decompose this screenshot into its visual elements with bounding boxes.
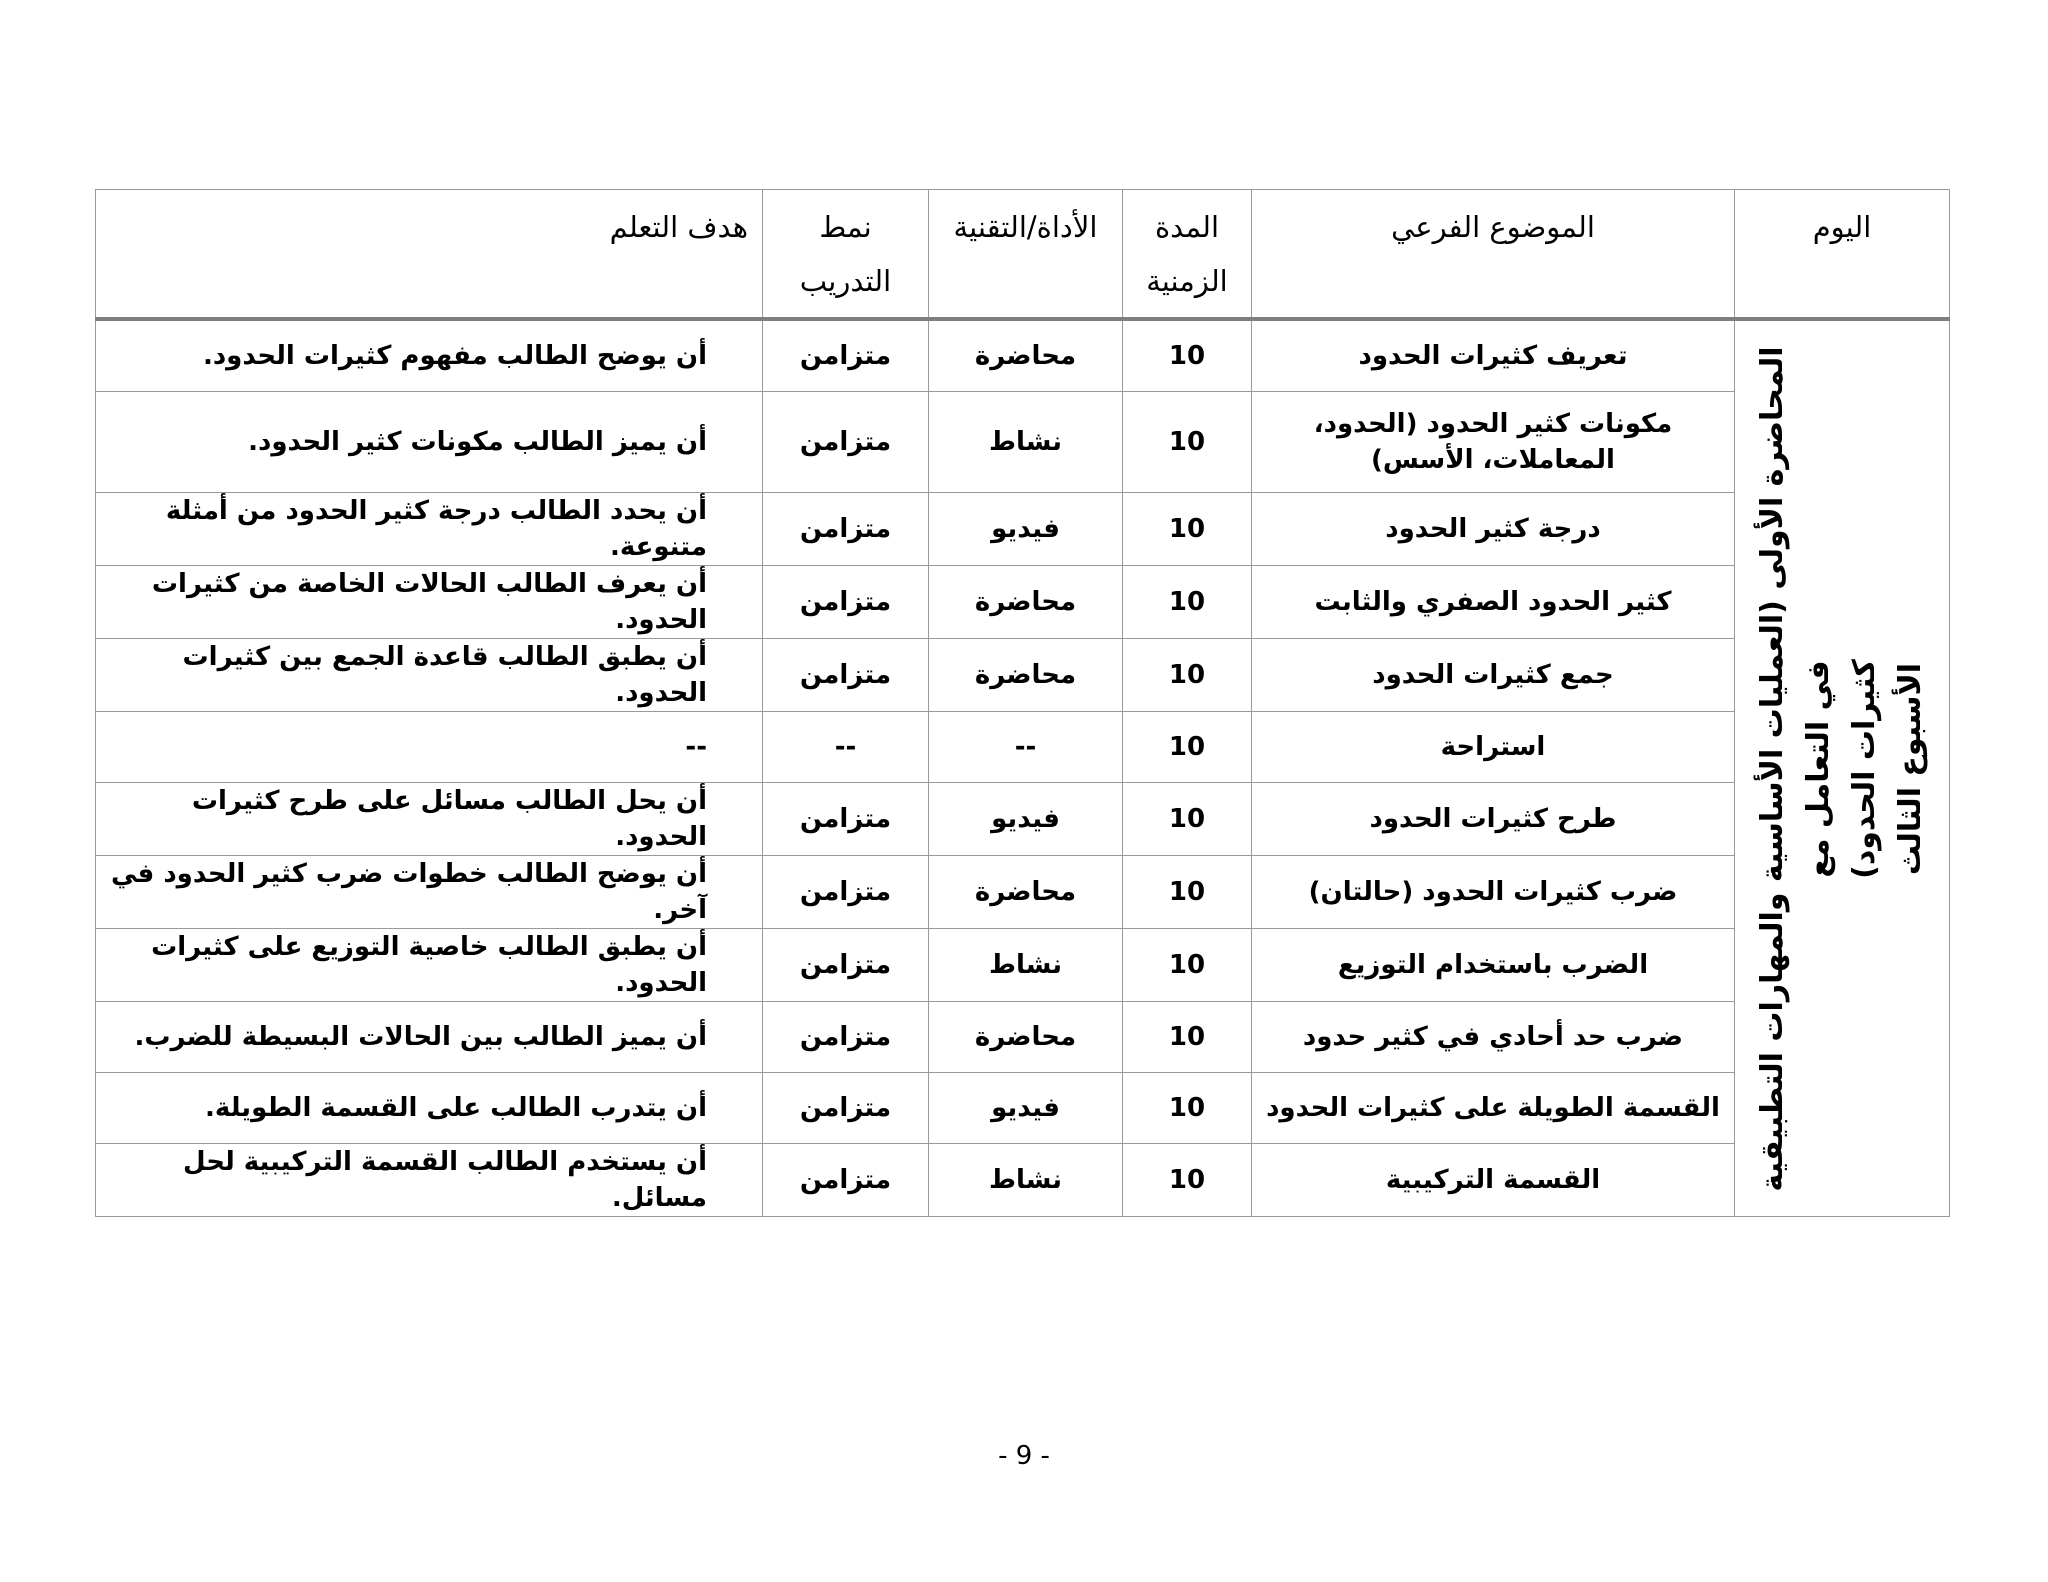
duration-cell: 10 bbox=[1123, 566, 1252, 639]
tool-cell: فيديو bbox=[929, 493, 1123, 566]
duration-cell: 10 bbox=[1123, 1144, 1252, 1217]
header-goal: هدف التعلم bbox=[96, 190, 763, 320]
table-row bbox=[96, 566, 1950, 639]
topic-cell: القسمة التركيبية bbox=[1252, 1144, 1735, 1217]
duration-cell: 10 bbox=[1123, 493, 1252, 566]
table-row bbox=[96, 1002, 1950, 1073]
goal-cell: أن يحل الطالب مسائل على طرح كثيرات الحدود. bbox=[96, 783, 763, 856]
header-mode bbox=[763, 190, 929, 320]
table-row bbox=[96, 639, 1950, 712]
mode-cell: متزامن bbox=[763, 639, 929, 712]
topic-cell: استراحة bbox=[1252, 712, 1735, 783]
tool-cell: محاضرة bbox=[929, 856, 1123, 929]
mode-cell: متزامن bbox=[763, 1073, 929, 1144]
topic-cell: ضرب كثيرات الحدود (حالتان) bbox=[1252, 856, 1735, 929]
mode-cell: متزامن bbox=[763, 392, 929, 493]
goal-cell: أن يستخدم الطالب القسمة التركيبية لحل مسائل. bbox=[96, 1144, 763, 1217]
duration-cell: 10 bbox=[1123, 929, 1252, 1002]
goal-cell: أن يوضح الطالب مفهوم كثيرات الحدود. bbox=[96, 319, 763, 392]
table-row bbox=[96, 856, 1950, 929]
table-row bbox=[96, 1073, 1950, 1144]
duration-cell: 10 bbox=[1123, 1002, 1252, 1073]
topic-cell: القسمة الطويلة على كثيرات الحدود bbox=[1252, 1073, 1735, 1144]
topic-cell: طرح كثيرات الحدود bbox=[1252, 783, 1735, 856]
header-duration-line1: المدة bbox=[1154, 210, 1220, 244]
mode-cell: متزامن bbox=[763, 1002, 929, 1073]
topic-cell: الضرب باستخدام التوزيع bbox=[1252, 929, 1735, 1002]
mode-cell: متزامن bbox=[763, 856, 929, 929]
mode-cell: متزامن bbox=[763, 566, 929, 639]
tool-cell: محاضرة bbox=[929, 566, 1123, 639]
topic-cell: مكونات كثير الحدود (الحدود، المعاملات، الأسس) bbox=[1252, 392, 1735, 493]
page-number: - 9 - bbox=[998, 1441, 1050, 1471]
tool-cell: فيديو bbox=[929, 1073, 1123, 1144]
goal-cell: أن يطبق الطالب قاعدة الجمع بين كثيرات الحدود. bbox=[96, 639, 763, 712]
duration-cell: 10 bbox=[1123, 392, 1252, 493]
header-duration-line2: الزمنية bbox=[1146, 264, 1228, 298]
duration-cell: 10 bbox=[1123, 783, 1252, 856]
day-label-line3: الأسبوع الثالث bbox=[1893, 662, 1928, 875]
mode-cell: متزامن bbox=[763, 783, 929, 856]
goal-cell: أن يعرف الطالب الحالات الخاصة من كثيرات الحدود. bbox=[96, 566, 763, 639]
table-row bbox=[96, 929, 1950, 1002]
mode-cell: متزامن bbox=[763, 493, 929, 566]
header-row bbox=[96, 190, 1950, 320]
schedule-table-wrap bbox=[95, 189, 1949, 1217]
tool-cell: محاضرة bbox=[929, 1002, 1123, 1073]
day-label bbox=[1750, 339, 1934, 1199]
tool-cell: نشاط bbox=[929, 929, 1123, 1002]
table-row bbox=[96, 1144, 1950, 1217]
goal-cell: أن يحدد الطالب درجة كثير الحدود من أمثلة متنوعة. bbox=[96, 493, 763, 566]
duration-cell: 10 bbox=[1123, 856, 1252, 929]
topic-cell: ضرب حد أحادي في كثير حدود bbox=[1252, 1002, 1735, 1073]
mode-cell: متزامن bbox=[763, 929, 929, 1002]
schedule-table bbox=[95, 189, 1950, 1217]
table-row bbox=[96, 392, 1950, 493]
header-topic: الموضوع الفرعي bbox=[1252, 190, 1735, 320]
mode-cell: متزامن bbox=[763, 1144, 929, 1217]
table-row bbox=[96, 783, 1950, 856]
goal-cell: أن يميز الطالب بين الحالات البسيطة للضرب. bbox=[96, 1002, 763, 1073]
day-label-line2: كثيرات الحدود) bbox=[1847, 658, 1882, 879]
duration-cell: 10 bbox=[1123, 639, 1252, 712]
tool-cell: محاضرة bbox=[929, 639, 1123, 712]
topic-cell: درجة كثير الحدود bbox=[1252, 493, 1735, 566]
topic-cell: تعريف كثيرات الحدود bbox=[1252, 319, 1735, 392]
duration-cell: 10 bbox=[1123, 1073, 1252, 1144]
table-row bbox=[96, 493, 1950, 566]
duration-cell: 10 bbox=[1123, 319, 1252, 392]
goal-cell: أن يميز الطالب مكونات كثير الحدود. bbox=[96, 392, 763, 493]
tool-cell: -- bbox=[929, 712, 1123, 783]
table-row bbox=[96, 712, 1950, 783]
mode-cell: متزامن bbox=[763, 319, 929, 392]
tool-cell: محاضرة bbox=[929, 319, 1123, 392]
day-label-line1: المحاضرة الأولى (العمليات الأساسية والمهارات التطبيقية في التعامل مع bbox=[1755, 345, 1836, 1192]
header-tool: الأداة/التقنية bbox=[929, 190, 1123, 320]
tool-cell: فيديو bbox=[929, 783, 1123, 856]
header-mode-line1: نمط bbox=[819, 210, 872, 244]
goal-cell: -- bbox=[96, 712, 763, 783]
header-duration bbox=[1123, 190, 1252, 320]
header-day: اليوم bbox=[1735, 190, 1950, 320]
mode-cell: -- bbox=[763, 712, 929, 783]
goal-cell: أن يطبق الطالب خاصية التوزيع على كثيرات الحدود. bbox=[96, 929, 763, 1002]
header-mode-line2: التدريب bbox=[799, 264, 892, 298]
topic-cell: كثير الحدود الصفري والثابت bbox=[1252, 566, 1735, 639]
tool-cell: نشاط bbox=[929, 392, 1123, 493]
tool-cell: نشاط bbox=[929, 1144, 1123, 1217]
topic-cell: جمع كثيرات الحدود bbox=[1252, 639, 1735, 712]
goal-cell: أن يتدرب الطالب على القسمة الطويلة. bbox=[96, 1073, 763, 1144]
goal-cell: أن يوضح الطالب خطوات ضرب كثير الحدود في آخر. bbox=[96, 856, 763, 929]
day-cell bbox=[1735, 319, 1950, 1217]
duration-cell: 10 bbox=[1123, 712, 1252, 783]
table-row bbox=[96, 319, 1950, 392]
